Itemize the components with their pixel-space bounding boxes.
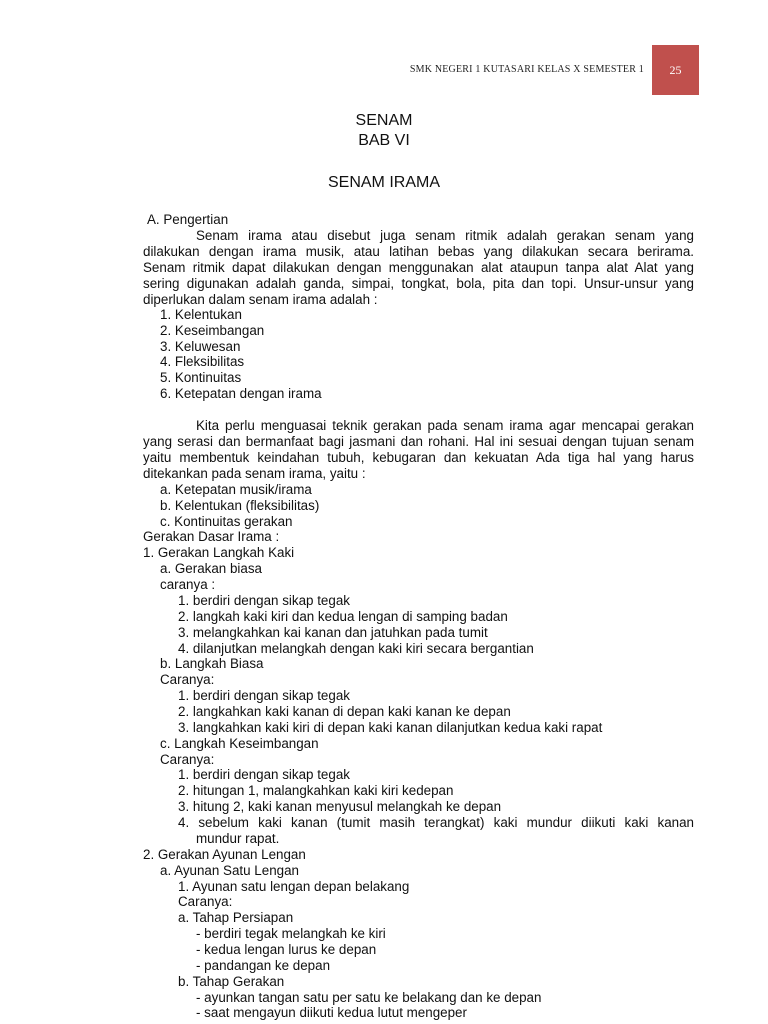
list-item: 1. berdiri dengan sikap tegak: [178, 688, 350, 703]
paragraph-line: yang serasi dan bermanfaat bagi jasmani dan rohani. Hal ini sesuai dengan tujuan senam: [143, 434, 694, 449]
list-item: b. Tahap Gerakan: [178, 974, 285, 989]
list-item: a. Gerakan biasa: [160, 561, 262, 576]
subheading-langkah-kaki: 1. Gerakan Langkah Kaki: [143, 545, 295, 560]
subheading-ayunan-lengan: 2. Gerakan Ayunan Lengan: [143, 847, 306, 862]
list-item: 1. berdiri dengan sikap tegak: [178, 767, 350, 782]
list-item: a. Ketepatan musik/irama: [160, 482, 312, 497]
list-item: - kedua lengan lurus ke depan: [196, 942, 377, 957]
list-item: 2. Keseimbangan: [160, 323, 265, 338]
list-item: 2. langkah kaki kiri dan kedua lengan di samping badan: [178, 609, 508, 624]
list-item: 2. hitungan 1, malangkahkan kaki kiri kedepan: [178, 783, 454, 798]
list-item: 3. langkahkan kaki kiri di depan kaki kanan dilanjutkan kedua kaki rapat: [178, 720, 603, 735]
list-item: a. Ayunan Satu Lengan: [160, 863, 299, 878]
list-item: 3. Keluwesan: [160, 339, 241, 354]
paragraph-line: ditekankan pada senam irama, yaitu :: [143, 466, 366, 481]
list-item: 1. Kelentukan: [160, 307, 242, 322]
list-item: 4. dilanjutkan melangkah dengan kaki kiri secara bergantian: [178, 641, 534, 656]
list-item: - saat mengayun diikuti kedua lutut mengeper: [196, 1005, 467, 1020]
list-item: b. Langkah Biasa: [160, 656, 264, 671]
list-item: Caranya:: [178, 894, 233, 909]
paragraph-line: diperlukan dalam senam irama adalah :: [143, 292, 378, 307]
list-item: 6. Ketepatan dengan irama: [160, 386, 322, 401]
list-item: c. Langkah Keseimbangan: [160, 736, 319, 751]
list-item: a. Tahap Persiapan: [178, 910, 294, 925]
list-item: 4. sebelum kaki kanan (tumit masih terangkat) kaki mundur diikuti kaki kanan: [178, 815, 694, 830]
paragraph-line: sering digunakan adalah ganda, simpai, tongkat, bola, pita dan topi. Unsur-unsur yang: [143, 276, 694, 291]
list-item-continuation: mundur rapat.: [196, 831, 280, 846]
list-item: Caranya:: [160, 752, 215, 767]
running-header: SMK NEGERI 1 KUTASARI KELAS X SEMESTER 1: [409, 64, 644, 75]
paragraph-line: Senam ritmik dapat dilakukan dengan menggunakan alat ataupun tanpa alat Alat yang: [143, 260, 694, 275]
chapter-number: BAB VI: [358, 132, 410, 149]
list-item: - ayunkan tangan satu per satu ke belakang dan ke depan: [196, 990, 542, 1005]
paragraph-line: Senam irama atau disebut juga senam ritmik adalah gerakan senam yang: [196, 228, 694, 243]
list-item: 4. Fleksibilitas: [160, 354, 245, 369]
chapter-title-senam: SENAM: [355, 112, 413, 129]
list-item: Caranya:: [160, 672, 215, 687]
list-item: c. Kontinuitas gerakan: [160, 514, 293, 529]
list-item: caranya :: [160, 577, 216, 592]
paragraph-line: dilakukan dengan irama musik, atau latihan bebas yang dilakukan secara berirama.: [143, 244, 694, 259]
page-number-badge: 25: [652, 45, 699, 95]
section-title: SENAM IRAMA: [327, 174, 440, 191]
section-heading-pengertian: A. Pengertian: [147, 212, 229, 227]
list-item: b. Kelentukan (fleksibilitas): [160, 498, 320, 513]
list-item: - pandangan ke depan: [196, 958, 331, 973]
paragraph-line: yaitu membentuk keindahan tubuh, kebugaran dan kekuatan Ada tiga hal yang harus: [143, 450, 694, 465]
paragraph-line: Kita perlu menguasai teknik gerakan pada senam irama agar mencapai gerakan: [196, 418, 694, 433]
list-item: 3. hitung 2, kaki kanan menyusul melangkah ke depan: [178, 799, 502, 814]
list-item: 1. berdiri dengan sikap tegak: [178, 593, 350, 608]
list-item: 5. Kontinuitas: [160, 370, 242, 385]
list-item: - berdiri tegak melangkah ke kiri: [196, 926, 386, 941]
list-item: 1. Ayunan satu lengan depan belakang: [178, 879, 410, 894]
list-item: 3. melangkahkan kai kanan dan jatuhkan pada tumit: [178, 625, 488, 640]
subheading-gerakan-dasar: Gerakan Dasar Irama :: [143, 529, 280, 544]
list-item: 2. langkahkan kaki kanan di depan kaki kanan ke depan: [178, 704, 511, 719]
